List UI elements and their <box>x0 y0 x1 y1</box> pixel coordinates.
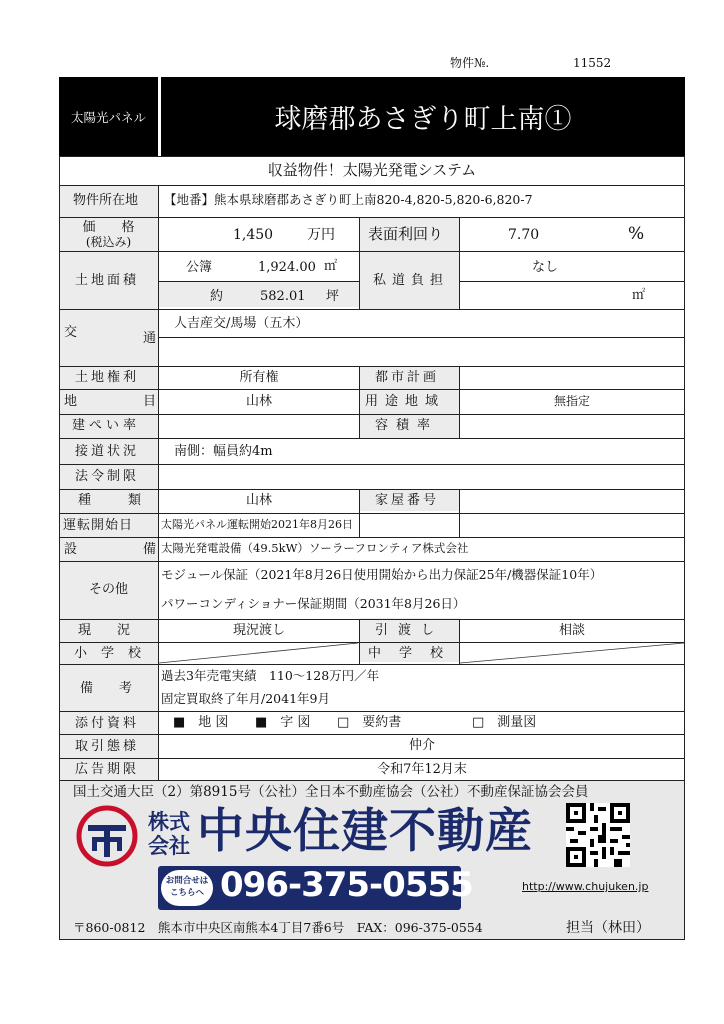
company-logo-icon <box>76 805 138 867</box>
land-category-value: 山林 <box>245 394 272 409</box>
access-value: 南側：幅員約4m <box>174 444 273 459</box>
website-link[interactable]: http://www.chujuken.jp <box>522 880 649 893</box>
transport-value: 人吉産交/馬場（五木） <box>174 316 309 331</box>
property-no-label: 物件№. <box>450 56 490 70</box>
price-tax-label: (税込み) <box>85 235 132 249</box>
land-category-label-1: 地 <box>64 394 78 409</box>
land-area-sqm: 1,924.00 <box>258 260 316 275</box>
contact-label-2: こちらへ <box>169 888 204 898</box>
equipment-value: 太陽光発電設備（49.5kW）ソーラーフロンティア株式会社 <box>161 541 469 555</box>
property-no-value: 11552 <box>573 56 612 70</box>
coverage-label: 建ぺい率 <box>72 418 141 433</box>
type-label-1: 種 <box>78 493 92 508</box>
house-number-label: 家屋番号 <box>375 493 440 508</box>
status-label: 現 況 <box>78 623 131 638</box>
junior-high-label: 中学校 <box>368 646 462 661</box>
category-label: 太陽光パネル <box>70 109 146 125</box>
use-zone-value: 無指定 <box>553 394 590 408</box>
headline: 収益物件！太陽光発電システム <box>267 161 477 179</box>
contact-label-1: お問合せは <box>165 876 209 886</box>
ad-period-label: 広告期限 <box>75 762 140 777</box>
ad-period-value: 令和7年12月末 <box>377 762 467 777</box>
equipment-label-2: 備 <box>143 542 157 557</box>
property-title: 球磨郡あさぎり町上南① <box>274 104 572 135</box>
start-date-value: 太陽光パネル運転開始2021年8月26日 <box>161 518 353 531</box>
contact-person: 担当（林田） <box>566 920 650 936</box>
qr-code-icon <box>566 803 630 867</box>
type-label-2: 類 <box>128 493 142 508</box>
attachments-label: 添付資料 <box>75 716 140 731</box>
start-date-label: 運転開始日 <box>63 518 134 533</box>
land-area-tsubo: 582.01 <box>260 289 306 304</box>
price-value: 1,450 <box>233 227 274 243</box>
other-line-1: モジュール保証（2021年8月26日使用開始から出力保証25年/機器保証10年） <box>161 567 603 582</box>
phone-number[interactable]: 096-375-0555 <box>220 865 473 905</box>
location-value: 【地番】熊本県球磨郡あさぎり町上南820-4,820-5,820-6,820-7 <box>164 192 533 207</box>
handover-value: 相談 <box>558 623 585 638</box>
use-zone-label: 用途地域 <box>365 394 446 409</box>
attachment-summary: □ 要約書 <box>337 715 402 730</box>
land-right-value: 所有権 <box>239 370 279 385</box>
floor-area-ratio-label: 容積率 <box>375 418 439 433</box>
land-area-approx-label: 約 <box>210 289 224 304</box>
company-kaisha: 会社 <box>148 834 190 858</box>
private-road-value: なし <box>532 260 559 275</box>
type-value: 山林 <box>245 493 272 508</box>
land-right-label: 土地権利 <box>75 370 140 385</box>
yield-value: 7.70 <box>508 227 540 243</box>
transport-label-2: 通 <box>143 331 157 346</box>
private-road-label: 私道負担 <box>373 273 450 288</box>
status-value: 現況渡し <box>232 623 285 638</box>
company-address: 〒860-0812 熊本市中央区南熊本4丁目7番6号 FAX：096-375-0554 <box>73 920 483 935</box>
land-area-label: 土地面積 <box>75 273 140 288</box>
remarks-line-2: 固定買取終了年月/2041年9月 <box>161 691 330 706</box>
transaction-value: 仲介 <box>408 738 435 753</box>
transport-label-1: 交 <box>64 325 78 340</box>
equipment-label-1: 設 <box>64 542 78 557</box>
attachment-plot-map: ■ 字 図 <box>255 715 311 730</box>
city-plan-label: 都市計画 <box>375 370 440 385</box>
license-text: 国土交通大臣（2）第8915号（公社）全日本不動産協会（公社）不動産保証協会会員 <box>73 784 589 800</box>
location-label: 物件所在地 <box>73 193 139 208</box>
private-road-unit: ㎡ <box>632 288 646 303</box>
price-label: 価 格 <box>82 220 135 235</box>
attachment-map: ■ 地 図 <box>173 715 229 730</box>
other-label: その他 <box>88 582 128 597</box>
transaction-label: 取引態様 <box>75 739 140 754</box>
elementary-school-label: 小学校 <box>74 646 156 661</box>
land-category-label-2: 目 <box>143 394 157 409</box>
handover-label: 引渡し <box>375 623 445 638</box>
land-area-tsubo-unit: 坪 <box>326 289 340 304</box>
company-name: 中央住建不動産 <box>197 804 533 859</box>
yield-unit: % <box>628 224 645 244</box>
access-label: 接道状況 <box>75 444 140 459</box>
company-kabushiki: 株式 <box>148 810 190 834</box>
price-unit: 万円 <box>307 227 335 243</box>
attachment-survey: □ 測量図 <box>472 715 537 730</box>
remarks-line-1: 過去3年売電実績 110～128万円／年 <box>161 668 380 683</box>
other-line-2: パワーコンディショナー保証期間（2031年8月26日） <box>161 596 466 611</box>
yield-label: 表面利回り <box>368 225 444 243</box>
land-area-sqm-unit: ㎡ <box>324 259 338 274</box>
law-label: 法令制限 <box>75 469 140 484</box>
remarks-label: 備 考 <box>80 681 133 696</box>
land-area-official-label: 公簿 <box>186 260 213 275</box>
